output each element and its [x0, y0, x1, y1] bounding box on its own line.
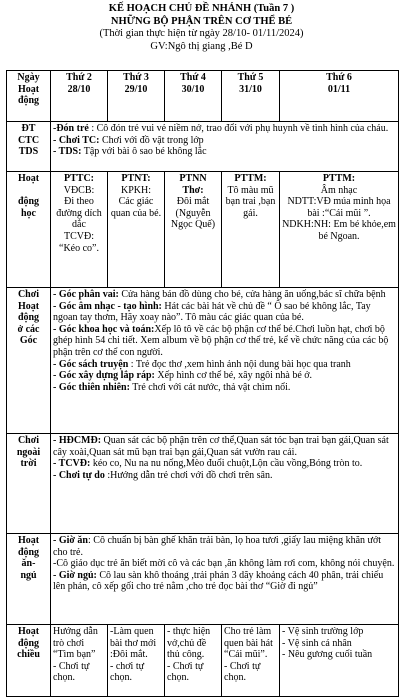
cell-body: Đôi mắt (Nguyễn Ngọc Quế)	[170, 196, 216, 231]
cell-text: - thực hiện vở,chủ đề thủ công. - Chơi tự chọn.	[167, 626, 211, 684]
line-text: Hát các bài hát về chủ đề “ Ô sao bé không lắc, Tay ngoan tay thơm, Hãy xoay nào”. Tô màu các giác quan của bé.	[53, 300, 371, 324]
document-period: (Thời gian thực hiện từ ngày 28/10- 01/11/2024)	[99, 28, 304, 39]
outdoor-content	[51, 434, 399, 534]
content-line	[53, 558, 396, 570]
row-label: ĐT CTC TDS	[17, 123, 40, 158]
line-text: Trẻ chơi với cát nước, thả vật chìm nổi.	[129, 381, 291, 393]
content-line	[53, 370, 396, 382]
afternoon-cell-fri	[280, 625, 399, 697]
content-line	[53, 301, 396, 324]
row-label: Chơi ngoài trời	[16, 435, 41, 470]
line-key: - Góc phân vai:	[53, 289, 119, 300]
day-header-fri	[280, 71, 399, 122]
cell-body: Tô màu mũ bạn trai ,bạn gái.	[225, 184, 276, 219]
row-label: Hoạt động học	[17, 173, 40, 219]
day-name: Thứ 4	[180, 72, 206, 83]
day-date: 31/10	[239, 83, 262, 95]
document-teacher: GV:Ngô thị giang ,Bé D	[150, 40, 253, 52]
line-key: - Góc âm nhạc - tạo hình:	[53, 300, 162, 312]
content-line	[53, 359, 396, 371]
weekly-plan-table	[6, 70, 399, 697]
document-header	[0, 0, 403, 53]
cell-head: PTTM:	[234, 173, 267, 184]
learning-cell-tue	[108, 172, 165, 288]
content-line	[53, 382, 396, 394]
row-label: Hoạt động chiều	[17, 626, 40, 661]
learning-cell-wed	[165, 172, 222, 288]
corner-label: Ngày Hoạt động	[17, 72, 40, 107]
line-key: - TDS:	[53, 146, 82, 158]
row-label-morning	[7, 122, 51, 172]
meal-row	[7, 534, 399, 625]
row-label-afternoon	[7, 625, 51, 697]
line-text: Chơi với đồ vật trong lớp	[99, 134, 204, 146]
cell-text: -Làm quen bài thơ mới :Đôi mắt. - chơi tự chọn.	[110, 626, 157, 684]
afternoon-row	[7, 625, 399, 697]
cell-head: PTNN Thơ:	[179, 173, 207, 196]
line-key: - Giờ ngủ:	[53, 569, 97, 581]
learning-cell-fri	[280, 172, 399, 288]
day-header-wed	[165, 71, 222, 122]
line-text: Xếp lô tô về các bộ phận cơ thể bé.Chơi luồn hạt, chơi bộ ghép hình 54 chi tiết. Xem album về bộ phận cơ thể trẻ, kể về chức năng của các bộ phận trên cơ thể con người.	[53, 323, 389, 358]
line-text: :Hướng dẫn trẻ chơi với đồ chơi trên sân.	[104, 469, 273, 481]
meal-content	[51, 534, 399, 625]
document-subtitle: NHỮNG BỘ PHẬN TRÊN CƠ THỂ BÉ	[110, 15, 293, 27]
table-header-row	[7, 71, 399, 122]
line-text: -Cô giáo dục trẻ ăn biết mời cô và các bạn ,ăn không làm rơi com, không nói chuyện.	[53, 558, 395, 570]
afternoon-cell-thu	[222, 625, 280, 697]
row-label-learning	[7, 172, 51, 288]
line-text: Cửa hàng bán đồ dùng cho bé, cửa hàng ăn uống,bác sĩ chữa bệnh	[118, 289, 386, 300]
corner-cell	[7, 71, 51, 122]
day-date: 29/10	[124, 83, 148, 95]
line-text: kéo co, Nu na nu nống,Mèo đuổi chuột,Lộn cầu vồng,Bóng tròn to.	[90, 458, 363, 470]
afternoon-cell-wed	[165, 625, 222, 697]
row-label-meal	[7, 534, 51, 625]
cell-body: KPKH: Các giác quan của bé.	[110, 184, 162, 219]
line-key: - Chơi TC:	[53, 134, 100, 146]
line-text: : Cô đón trẻ vui vẻ niềm nở, trao đổi với phụ huynh về tình hình của cháu.	[88, 123, 389, 134]
line-text: Xếp hình cơ thể bé, xây ngôi nhà bé ở.	[154, 370, 313, 382]
day-header-tue	[108, 71, 165, 122]
afternoon-cell-mon	[51, 625, 108, 697]
day-name: Thứ 5	[237, 72, 264, 83]
row-label: Hoạt động ăn- ngủ	[17, 535, 40, 581]
morning-content	[51, 122, 399, 172]
cell-body: Âm nhạc NDTT:VĐ múa minh họa bài :“Cái mũi ”. NDKH:NH: Em bé khỏe,em bé Ngoan.	[282, 184, 396, 242]
outdoor-row	[7, 434, 399, 534]
content-line	[53, 289, 396, 301]
corners-row	[7, 288, 399, 434]
line-text: : Cô chuẩn bị bàn ghế khăn trải bàn, lọ hoa tươi ,giấy lau miệng khăn ướt cho trẻ.	[53, 535, 382, 558]
line-key: - Góc sách truyện	[53, 358, 129, 370]
cell-text: - Vệ sinh trường lớp - Vệ sinh cá nhân - Nêu gương cuối tuần	[282, 626, 373, 661]
day-header-thu	[222, 71, 280, 122]
line-text: Tập với bài ô sao bé không lắc	[81, 146, 207, 158]
learning-cell-thu	[222, 172, 280, 288]
document-title: KẾ HOẠCH CHỦ ĐỀ NHÁNH (Tuần 7 )	[108, 3, 295, 14]
morning-row	[7, 122, 399, 172]
content-line	[53, 470, 396, 482]
corners-content	[51, 288, 399, 434]
line-key: - Góc thiên nhiên:	[53, 381, 130, 393]
content-line	[53, 324, 396, 359]
line-key: - TCVĐ:	[53, 458, 91, 470]
content-line	[53, 570, 396, 593]
content-line	[53, 135, 396, 147]
day-date: 30/10	[181, 83, 205, 95]
row-label-outdoor	[7, 434, 51, 534]
line-text: Quan sát các bộ phận trên cơ thể,Quan sát tóc bạn trai bạn gái,Quan sát cây xoài,Quan sát mũ bạn trai bạn gái,Quan sát vườn rau cải.	[53, 435, 389, 458]
cell-text: Cho trẻ làm quen bài hát “Cái mũi”. - Chơi tự chọn.	[224, 626, 273, 684]
content-line	[53, 535, 396, 558]
day-name: Thứ 6	[326, 72, 352, 83]
cell-head: PTNT:	[121, 173, 151, 184]
row-label: Chơi Hoạt động ở các Góc	[17, 289, 40, 347]
afternoon-cell-tue	[108, 625, 165, 697]
row-label-corners	[7, 288, 51, 434]
day-name: Thứ 2	[66, 72, 92, 83]
cell-head: PTTC:	[64, 173, 94, 184]
content-line	[53, 146, 396, 158]
line-text: Cô lau sàn khô thoáng ,trải phản 3 dãy khoảng cách 40 phân, trải chiếu lên phản, cô xếp gối cho trẻ nằm ,cho trẻ đọc bài thơ “Giờ đi ngủ”	[53, 569, 384, 593]
day-header-mon	[51, 71, 108, 122]
line-key: - Chơi tự do	[53, 469, 105, 481]
day-date: 01/11	[327, 83, 351, 95]
line-key: - Góc khoa học và toán:	[53, 323, 155, 335]
line-key: - Góc xây dựng lắp ráp:	[53, 370, 155, 382]
learning-cell-mon	[51, 172, 108, 288]
cell-head: PTTM:	[322, 173, 356, 184]
content-line	[53, 123, 396, 135]
day-date: 28/10	[67, 83, 91, 95]
cell-text: Hướng dẫn trò chơi “Tìm bạn” - Chơi tự chọn.	[53, 626, 98, 684]
line-key: - Giờ ăn	[53, 535, 88, 546]
content-line	[53, 435, 396, 458]
line-key: - HĐCMĐ:	[53, 435, 102, 446]
learning-row	[7, 172, 399, 288]
content-line	[53, 458, 396, 470]
line-text: : Trẻ đọc thơ ,xem hình ảnh nội dung bài học qua tranh	[128, 358, 351, 370]
line-key: -Đón trẻ	[53, 123, 89, 134]
day-name: Thứ 3	[123, 72, 149, 83]
cell-body: VĐCB: Đi theo đường dích dắc TCVĐ: “Kéo co”.	[56, 184, 102, 254]
